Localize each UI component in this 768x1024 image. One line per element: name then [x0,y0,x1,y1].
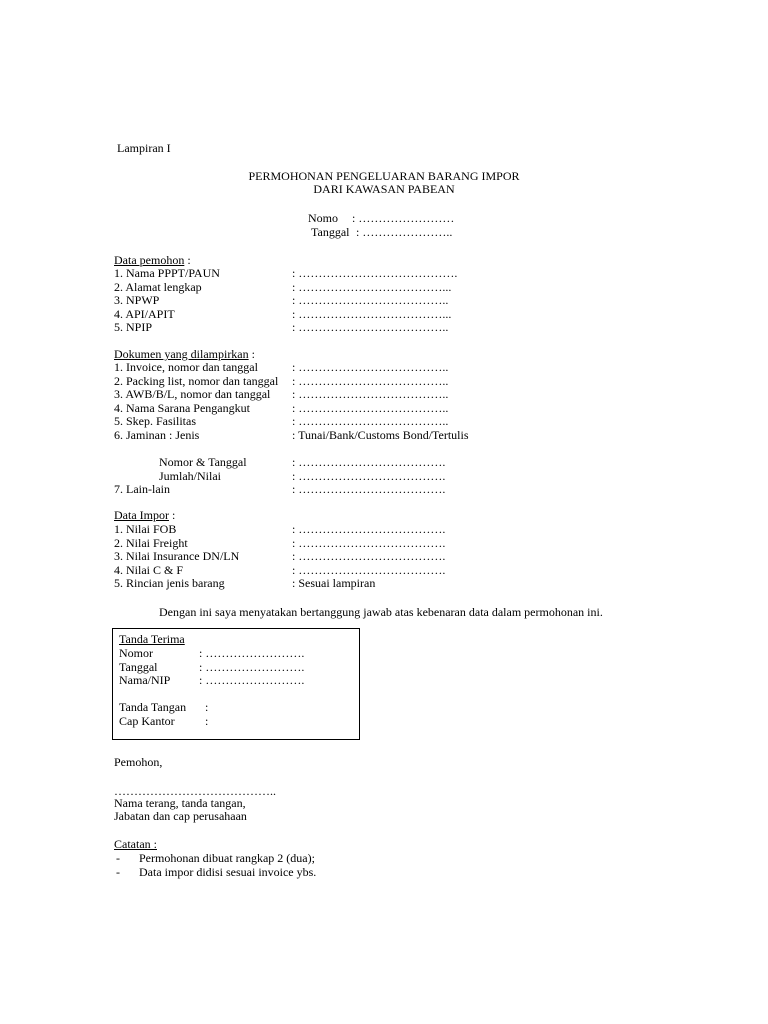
impor-row-label: 3. Nilai Insurance DN/LN [114,549,240,563]
note-text: Permohonan dibuat rangkap 2 (dua); [139,851,315,865]
applicant-name-line: Nama terang, tanda tangan, [114,796,246,810]
pemohon-row-value: : ……………………………….. [292,320,449,334]
receipt-box [112,628,360,740]
tanggal-label: Tanggal [311,225,350,239]
note-bullet: - [116,851,120,865]
impor-row-label: 2. Nilai Freight [114,535,188,550]
impor-row-value: : ………………………………. [292,522,446,536]
section-heading-pemohon-text: Data pemohon [114,253,185,267]
nomor-label: Nomo [308,211,338,225]
receipt-row-value: : ……………………. [199,646,305,660]
jaminan-sub-row-value: : ………………………………. [292,455,446,469]
dokumen-row-label: 1. Invoice, nomor dan tanggal [114,360,258,374]
section-heading-impor-text: Data Impor [114,508,169,522]
receipt-row-value: : ……………………. [199,659,305,674]
dokumen-row-label: 6. Jaminan : Jenis [114,427,200,442]
dokumen-row-label: 5. Skep. Fasilitas [114,414,197,428]
section-heading-colon: : [184,253,191,267]
impor-row-label: 4. Nilai C & F [114,562,184,577]
signature-line: ………………………………….. [114,784,276,798]
dokumen-row-label: 4. Nama Sarana Pengangkut [114,400,250,415]
impor-row-label: 1. Nilai FOB [114,522,177,536]
receipt-title [119,632,185,646]
impor-row-value: : ………………………………. [292,535,446,550]
jaminan-sub-row-value: : ………………………………. [292,468,446,483]
nomor-value: : …………………… [352,211,455,225]
impor-row-label: 5. Rincian jenis barang [114,576,225,590]
document-title-line2: DARI KAWASAN PABEAN [313,182,455,196]
dokumen-row-value: : ……………………………….. [292,360,449,374]
receipt-row-value: : ……………………. [199,673,305,687]
receipt-row-label: Nama/NIP [119,673,171,687]
statement-text: Dengan ini saya menyatakan bertanggung jawab atas kebenaran data dalam permohonan ini. [159,605,603,619]
receipt-sign-row-label: Cap Kantor [119,713,175,728]
document-title-line1: PERMOHONAN PENGELUARAN BARANG IMPOR [248,169,520,183]
note-text: Data impor didisi sesuai invoice ybs. [139,864,317,879]
receipt-sign-row-label: Tanda Tangan [119,700,187,714]
notes-heading: Catatan : [114,837,157,851]
pemohon-row-value: : …………………………………. [292,266,458,280]
dokumen-row-value: : ……………………………….. [292,387,449,401]
applicant-label: Pemohon, [114,755,163,769]
pemohon-row-label: 1. Nama PPPT/PAUN [114,266,220,280]
dokumen-row-value: : ……………………………….. [292,373,449,388]
tanggal-value: : ………………….. [356,225,453,239]
pemohon-row-label: 2. Alamat lengkap [114,279,202,294]
section-heading-dokumen [114,347,255,361]
dokumen-row-label: 3. AWB/B/L, nomor dan tanggal [114,387,271,401]
pemohon-row-label: 4. API/APIT [114,306,175,321]
dokumen-row-value: : ……………………………….. [292,414,449,428]
jaminan-sub-row-label: Nomor & Tanggal [159,455,247,469]
receipt-sign-row-value: : [205,700,209,714]
section-heading-pemohon [114,253,191,267]
dokumen-row-value: : Tunai/Bank/Customs Bond/Tertulis [292,427,469,442]
note-bullet: - [116,864,120,879]
dokumen-row-value: : ………………………………. [292,482,446,496]
section-heading-colon: : [168,508,176,522]
section-heading-dokumen-text: Dokumen yang dilampirkan [114,347,249,361]
pemohon-row-value: : ………………………………... [292,279,452,294]
pemohon-row-label: 3. NPWP [114,293,160,307]
dokumen-row-label: 7. Lain-lain [114,482,170,496]
impor-row-value: : ………………………………. [292,549,446,563]
receipt-row-label: Nomor [119,646,153,660]
section-heading-impor [114,508,175,522]
pemohon-row-label: 5. NPIP [114,320,153,334]
impor-row-value: : Sesuai lampiran [292,576,376,590]
pemohon-row-value: : ………………………………... [292,306,452,321]
pemohon-row-value: : ……………………………….. [292,293,449,307]
dokumen-row-label: 2. Packing list, nomor dan tanggal [114,373,279,388]
attachment-label: Lampiran I [117,141,171,155]
receipt-sign-row-value: : [205,713,209,728]
section-heading-colon: : [248,347,255,361]
impor-row-value: : ………………………………. [292,562,446,577]
applicant-position-line: Jabatan dan cap perusahaan [114,809,247,823]
dokumen-row-value: : ……………………………….. [292,400,449,415]
jaminan-sub-row-label: Jumlah/Nilai [159,468,221,483]
receipt-row-label: Tanggal [119,659,158,674]
receipt-title-text: Tanda Terima [119,632,185,646]
